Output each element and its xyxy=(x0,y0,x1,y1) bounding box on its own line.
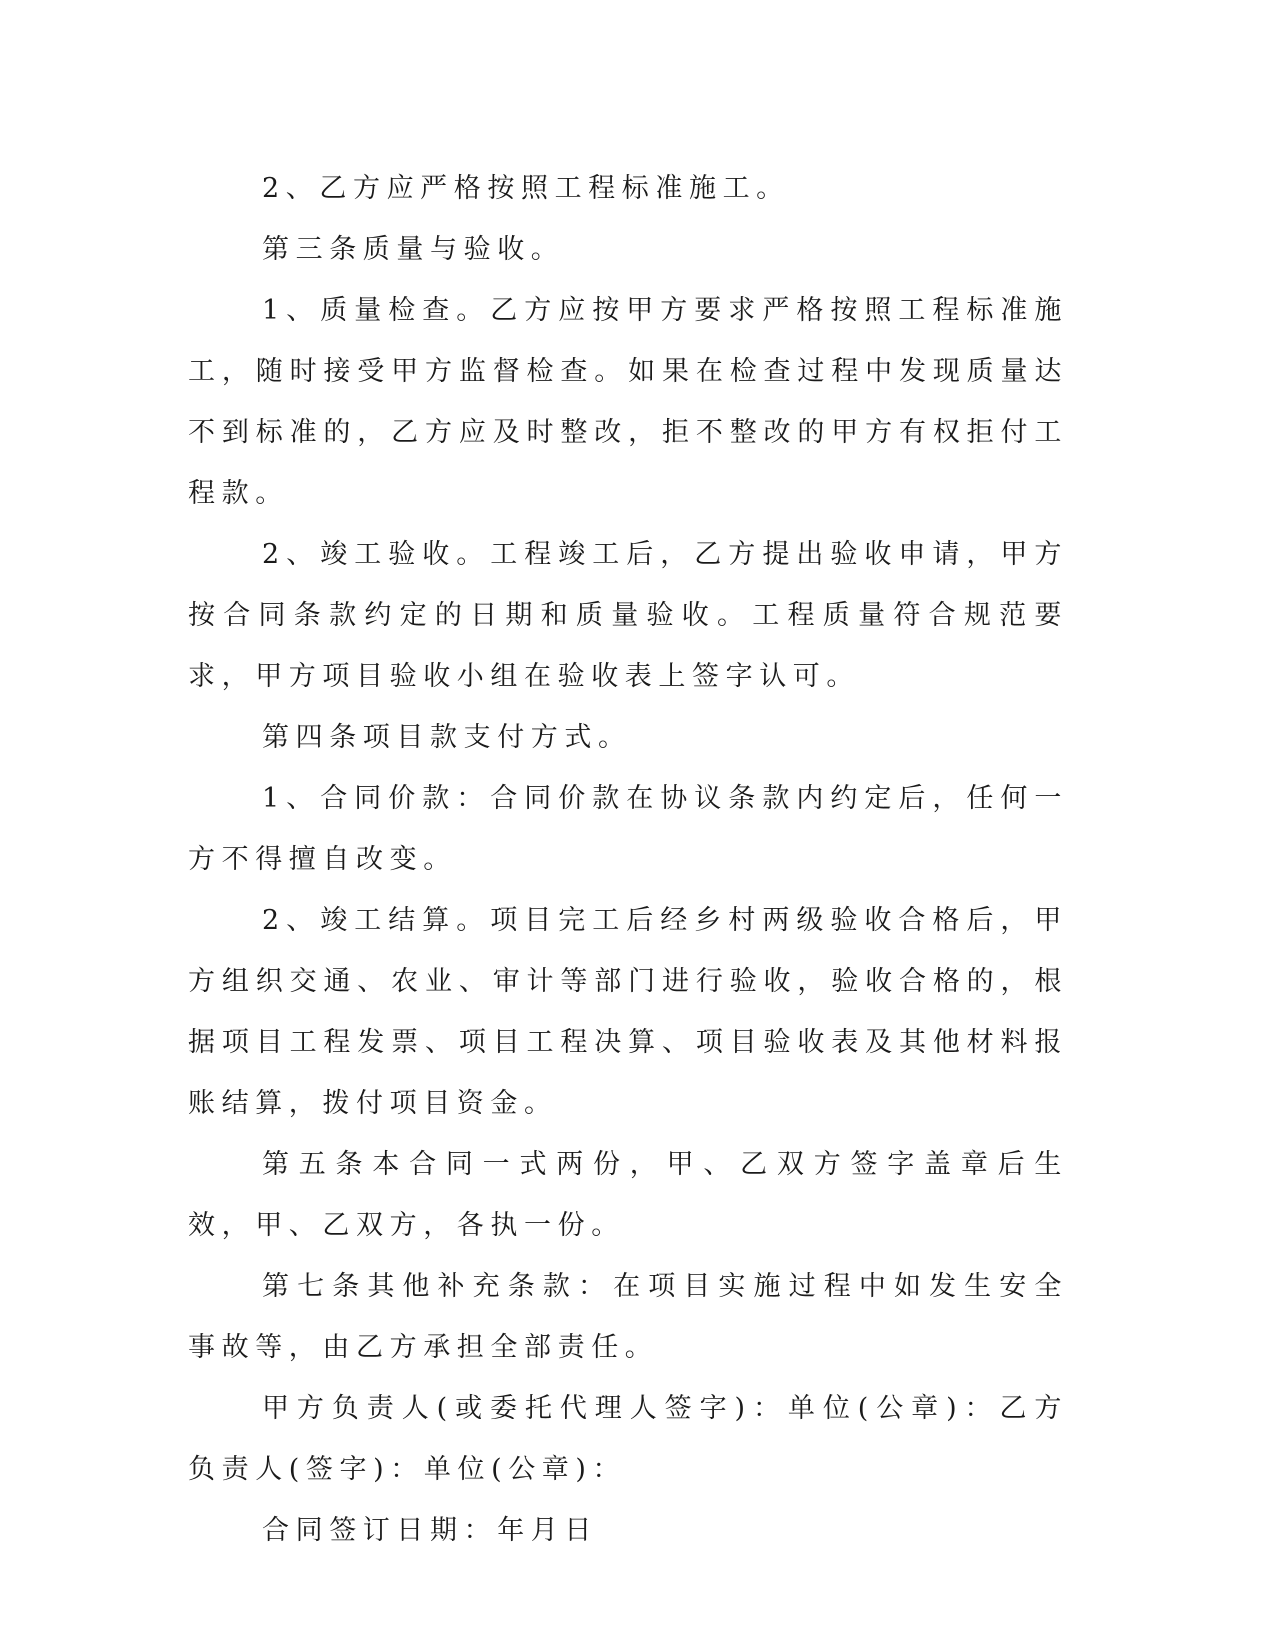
paragraph-contract-price: 1、合同价款：合同价款在协议条款内约定后，任何一方不得擅自改变。 xyxy=(188,783,1068,875)
paragraph-article-4-heading: 第四条项目款支付方式。 xyxy=(262,722,632,753)
document-body xyxy=(188,158,1068,1561)
paragraph-article-3-heading: 第三条质量与验收。 xyxy=(262,234,565,265)
paragraph-completion-acceptance: 2、竣工验收。工程竣工后，乙方提出验收申请，甲方按合同条款约定的日期和质量验收。工程质量符合规范要求，甲方项目验收小组在验收表上签字认可。 xyxy=(188,539,1068,692)
paragraph-completion-settlement: 2、竣工结算。项目完工后经乡村两级验收合格后，甲方组织交通、农业、审计等部门进行验收，验收合格的，根据项目工程发票、项目工程决算、项目验收表及其他材料报账结算，拨付项目资金。 xyxy=(188,905,1068,1119)
paragraph-article-5: 第五条本合同一式两份，甲、乙双方签字盖章后生效，甲、乙双方，各执一份。 xyxy=(188,1149,1068,1241)
paragraph-clause-2-construction: 2、乙方应严格按照工程标准施工。 xyxy=(262,173,790,204)
paragraph-signing-date: 合同签订日期：年月日 xyxy=(262,1515,598,1546)
paragraph-article-7: 第七条其他补充条款：在项目实施过程中如发生安全事故等，由乙方承担全部责任。 xyxy=(188,1271,1068,1363)
paragraph-signatures: 甲方负责人(或委托代理人签字)：单位(公章)：乙方负责人(签字)：单位(公章)： xyxy=(188,1393,1068,1485)
paragraph-quality-inspection: 1、质量检查。乙方应按甲方要求严格按照工程标准施工，随时接受甲方监督检查。如果在检查过程中发现质量达不到标准的，乙方应及时整改，拒不整改的甲方有权拒付工程款。 xyxy=(188,295,1068,509)
